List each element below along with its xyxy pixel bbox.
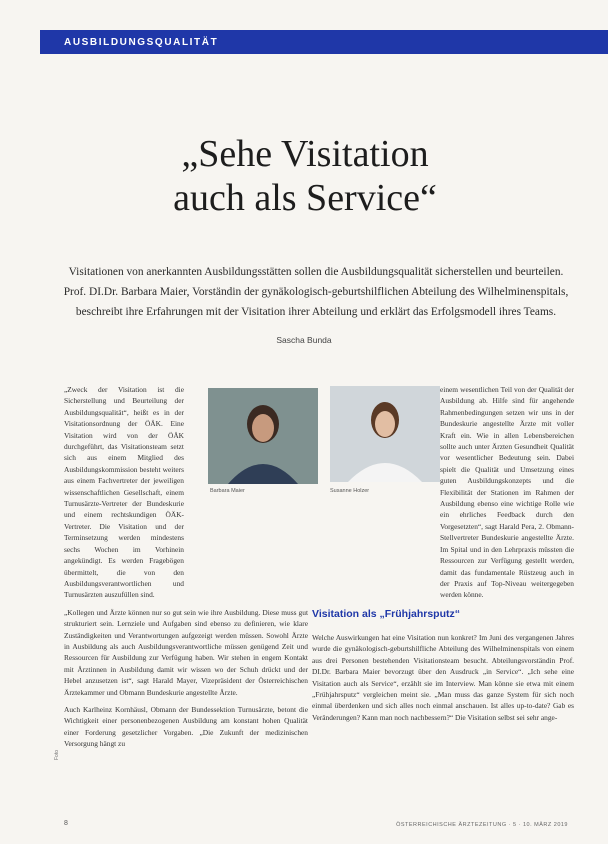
photo-caption-1: Barbara Maier: [210, 488, 245, 494]
section-label: AUSBILDUNGSQUALITÄT: [64, 36, 219, 48]
right-column: [312, 384, 574, 606]
body-paragraph: „Zweck der Visitation ist die Sicherstellung und Beurteilung der Ausbildungsqualität“, heißt es in der Visitationsordnung der ÖÄK. Eine Visitation wird von der ÖÄK durchgeführt, das Visitationsteam setzt sich aus einem Mitglied des Ausbildungskommission besteht weiters aus einem Fachvertreter der jeweiligen wissenschaftlichen Gesellschaft, einem Turnusärzte-Vertreter der Bundeskurie und einem rechtskundigen ÖÄK-Vertreter. Die Visitation und der Terminsetzung werden mindestens sechs Wochen im Vorhinein angekündigt. Es werden Fragebögen übermittelt, die von den Ausbildungsverantwortlichen und Turnusärzten auszufüllen sind.: [64, 385, 184, 600]
lead-paragraph: Visitationen von anerkannten Ausbildungsstätten sollen die Ausbildungsqualität sicherstellen und beurteilen. Prof. DI.Dr. Barbara Maier, Vorständin der gynäkologisch-geburtshilflichen Abteilung des Wilhelminenspitals, beschreibt ihre Erfahrungen mit der Visitation ihrer Abteilung und erklärt das Erfolgsmodell ihres Teams.: [63, 266, 569, 318]
photo-credit: Foto: [54, 749, 60, 760]
body-paragraph: „Kollegen und Ärzte können nur so gut sein wie ihre Ausbildung. Diese muss gut strukturiert sein. Lernziele und Aufgaben sind ebenso zu definieren, wie klare Zuständigkeiten und Verantwortungen aufgezeigt werden müssen. Sowohl Ärzte in Ausbildung als auch Ausbildungsverantwortliche müssen genügend Zeit und Ressourcen für Ausbildung zur Verfügung haben. Wir stehen in engem Kontakt mit Ärztinnen in Ausbildung damit wir wissen wo der Schuh drückt und der Hebel anzusetzen ist“, sagt Harald Mayer, Vizepräsident der Österreichischen Ärztekammer und Obmann Bundeskurie angestellte Ärzte.: [64, 607, 308, 697]
section-subheading: Visitation als „Frühjahrsputz“: [312, 608, 460, 620]
left-column: [64, 384, 308, 756]
headline: [60, 132, 550, 220]
body-paragraph: Auch Karlheinz Kornhäusl, Obmann der Bundessektion Turnusärzte, betont die Wichtigkeit einer personenbezogenen Ausbildung am konstant hohen Qualität einer Forderung gesetzlicher Vorgaben. „Die Zukunft der medizinischen Versorgung hängt zu: [64, 704, 308, 749]
photo-caption-2: Susanne Holzer: [330, 488, 370, 494]
headline-line-1: „Sehe Visitation: [181, 133, 429, 175]
body-paragraph: Welche Auswirkungen hat eine Visitation nun konkret? Im Juni des vergangenen Jahres wurde die gynäkologisch-geburtshilfliche Abteilung des Wilhelminenspitals von einem aus drei Personen bestehenden Visitationsteam besucht. Abteilungsvorständin Prof. DI.Dr. Barbara Maier bevorzugt über den Ausdruck „in Service“. „Ich sehe eine Visitation auch als Service“, erzählt sie im Interview. Man könne sie etwa mit einem „Frühjahrsputz“ vergleichen meint sie. „Man muss das ganze System für sich noch einmal überdenken und sich alles noch einmal anschauen. Ist alles up-to-date? Gab es Veränderungen? Kann man noch nachbessern?“ Die Visitation selbst sei sehr ange-: [312, 633, 574, 722]
publication-footer: ÖSTERREICHISCHE ÄRZTEZEITUNG · 5 · 10. MÄRZ 2019: [396, 822, 568, 828]
page-number: 8: [64, 820, 68, 827]
body-paragraph: einem wesentlichen Teil von der Qualität der Ausbildung ab. Hilfe sind für angehende Rahmenbedingungen setzen wir uns in der Bundeskurie angestellte Ärzte mit voller Kraft ein. Wie in allen Lebensbereichen sollte auch unter Ärzten Gesundheit Qualität vor wesentlicher Bedeutung sein. Dabei spielt die Qualität und Umsetzung eines guten Ausbildungskonzepts und die Flexibilität der Stationen im Rahmen der Ausbildung ebenso eine wichtige Rolle wie ein ehrliches Feedback durch den Vorgesetzten“, sagt Harald Pera, 2. Obmann-Stellvertreter Bundeskurie angestellte Ärzte. Im Spital und in den Lehrpraxis müssten die Ressourcen zur Verfügung gestellt werden, damit das fundamentale Rüstzeug auch in der Praxis auf Top-Niveau weitergegeben werden könne.: [440, 385, 574, 600]
author-byline: Sascha Bunda: [276, 335, 332, 345]
right-column-bottom: [312, 632, 574, 812]
section-bar: [40, 30, 608, 54]
headline-line-2: auch als Service“: [173, 177, 437, 219]
